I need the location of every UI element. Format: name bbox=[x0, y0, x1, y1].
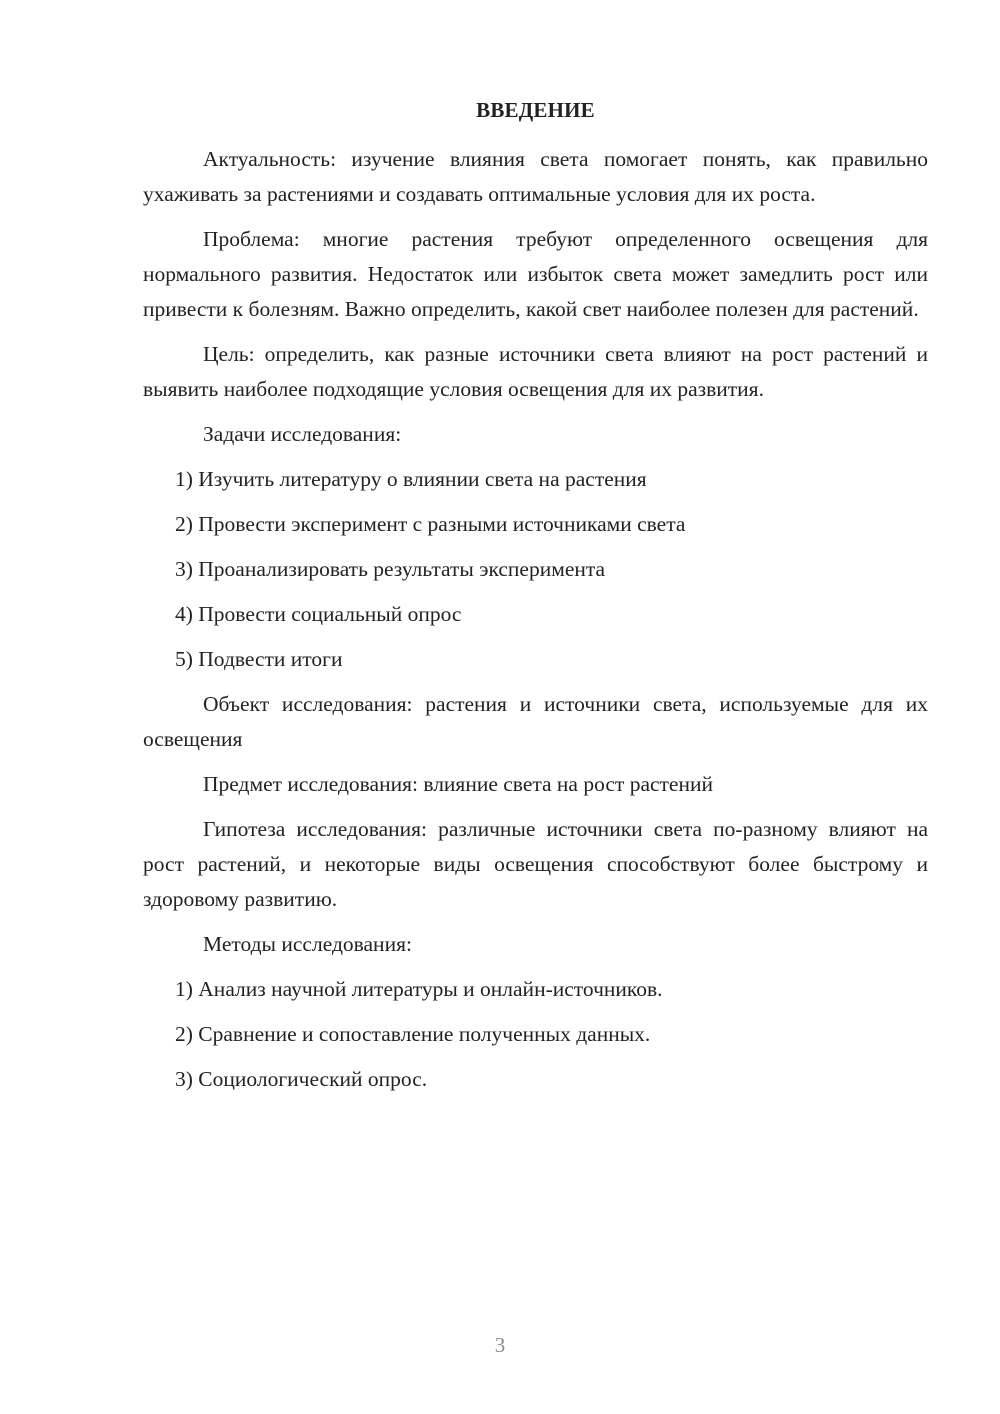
task-item: 2) Провести эксперимент с разными источниками света bbox=[175, 512, 686, 536]
method-item: 3) Социологический опрос. bbox=[175, 1067, 428, 1091]
task-item: 5) Подвести итоги bbox=[175, 647, 343, 671]
methods-list bbox=[143, 972, 928, 1097]
method-item: 2) Сравнение и сопоставление полученных данных. bbox=[175, 1022, 651, 1046]
object-paragraph: Объект исследования: растения и источники света, используемые для их освещения bbox=[143, 692, 928, 751]
tasks-heading: Задачи исследования: bbox=[203, 422, 402, 446]
goal-paragraph: Цель: определить, как разные источники света влияют на рост растений и выявить наиболее подходящие условия освещения для их развития. bbox=[143, 342, 928, 401]
method-item: 1) Анализ научной литературы и онлайн-источников. bbox=[175, 977, 663, 1001]
page-number: 3 bbox=[494, 1333, 506, 1357]
task-item: 3) Проанализировать результаты эксперимента bbox=[175, 557, 606, 581]
relevance-paragraph: Актуальность: изучение влияния света помогает понять, как правильно ухаживать за растениями и создавать оптимальные условия для их роста. bbox=[143, 147, 928, 206]
methods-heading: Методы исследования: bbox=[203, 932, 412, 956]
problem-paragraph: Проблема: многие растения требуют определенного освещения для нормального развития. Недостаток или избыток света может замедлить рост или привести к болезням. Важно определить, какой свет наиболее полезен для растений. bbox=[143, 227, 928, 321]
task-item: 1) Изучить литературу о влиянии света на растения bbox=[175, 467, 647, 491]
tasks-list bbox=[143, 462, 928, 677]
task-item: 4) Провести социальный опрос bbox=[175, 602, 462, 626]
subject-paragraph: Предмет исследования: влияние света на рост растений bbox=[203, 772, 713, 796]
page-content bbox=[143, 90, 928, 1107]
section-title: ВВЕДЕНИЕ bbox=[476, 98, 595, 122]
hypothesis-paragraph: Гипотеза исследования: различные источники света по-разному влияют на рост растений, и некоторые виды освещения способствуют более быстрому и здоровому развитию. bbox=[143, 817, 928, 911]
